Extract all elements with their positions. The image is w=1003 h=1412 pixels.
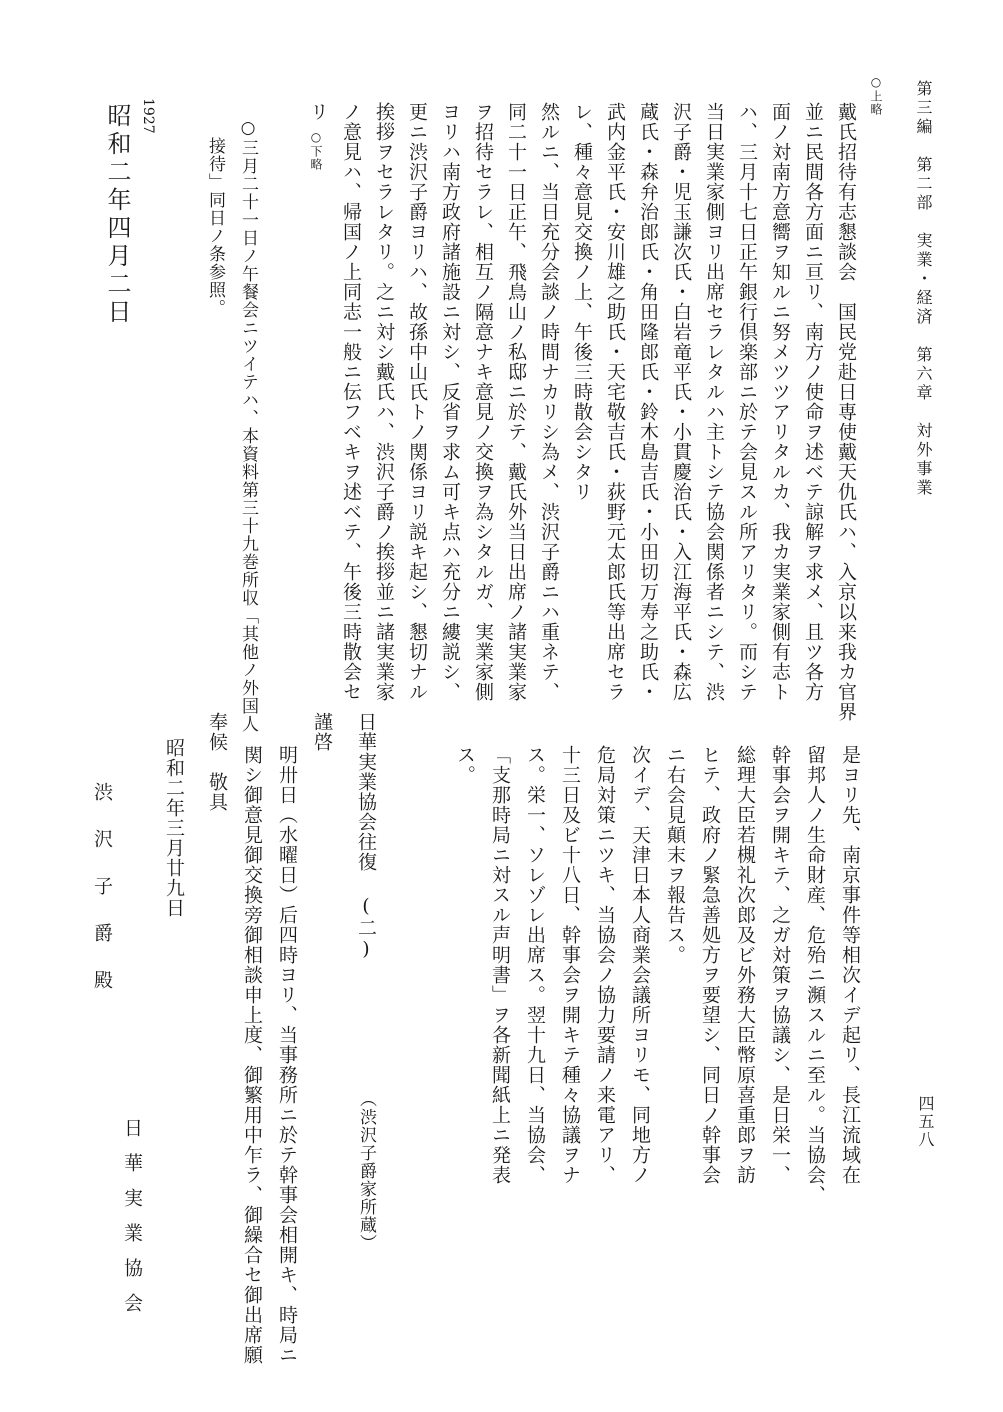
page-number: 四五八 — [916, 1095, 935, 1149]
editorial-note: 接待」同日ノ条参照。 — [205, 137, 225, 317]
omission-mark-bottom: ○下略 — [309, 130, 323, 171]
letter-recipient: 渋沢子爵殿 — [91, 782, 113, 1017]
source-holder: （渋沢子爵家所蔵） — [356, 1090, 376, 1252]
text-column: 幹事会ヲ開キテ、之ガ対策ヲ協議シ、是日栄一、 — [769, 745, 791, 1185]
text-column: ノ意見ハ、帰国ノ上同志一般ニ伝フベキヲ述ベテ、午後三時散会セ — [340, 102, 362, 702]
letter-body-line: 関シ御意見御交換旁御相談申上度、御繁用中乍ラ、御繰合セ御出席願 — [241, 745, 263, 1365]
text-column: 是ヨリ先、南京事件等相次イデ起リ、長江流域在 — [839, 745, 861, 1185]
text-column: 蔵氏・森弁治郎氏・角田隆郎氏・鈴木島吉氏・小田切万寿之助氏・ — [637, 102, 659, 702]
running-title: 第三編 第二部 実業・経済 第六章 対外事業 — [914, 80, 933, 498]
text-column: 留邦人ノ生命財産、危殆ニ瀕スルニ至ル。当協会、 — [804, 745, 826, 1205]
letter-date: 昭和二年三月廿九日 — [163, 738, 185, 918]
letter-sender: 日華実業協会 — [121, 1118, 143, 1328]
text-column: 総理大臣若槻礼次郎及ビ外務大臣幣原喜重郎ヲ訪 — [734, 745, 756, 1185]
text-column: 「支那時局ニ対スル声明書」ヲ各新聞紙上ニ発表 — [489, 745, 511, 1185]
text-column: ヲ招待セラレ、相互ノ隔意ナキ意見ノ交換ヲ為シタルガ、実業家側 — [472, 102, 494, 702]
text-column: 沢子爵・児玉謙次氏・白岩竜平氏・小貫慶治氏・入江海平氏・森広 — [670, 102, 692, 702]
text-column: ヒテ、政府ノ緊急善処方ヲ要望シ、同日ノ幹事会 — [699, 745, 721, 1185]
letter-body-line: 明卅日（水曜日）后四時ヨリ、当事務所ニ於テ幹事会相開キ、時局ニ — [276, 745, 298, 1365]
text-column: ハ、三月十七日正午銀行倶楽部ニ於テ会見スル所アリタリ。而シテ — [736, 102, 758, 702]
text-column: 面ノ対南方意嚮ヲ知ルニ努メツツアリタルカ、我カ実業家側有志ト — [769, 102, 791, 702]
text-column: 危局対策ニツキ、当協会ノ協力要請ノ来電アリ、 — [594, 745, 616, 1185]
text-column: ス。栄一、ソレゾレ出席ス。翌十九日、当協会、 — [524, 745, 546, 1185]
text-column: ス。 — [454, 745, 476, 785]
text-column: 更ニ渋沢子爵ヨリハ、故孫中山氏トノ関係ヨリ説キ起シ、懇切ナル — [406, 102, 428, 702]
text-column: 然ルニ、当日充分会談ノ時間ナカリシ為メ、渋沢子爵ニハ重ネテ、 — [538, 102, 560, 702]
text-column: 同二十一日正午、飛鳥山ノ私邸ニ於テ、戴氏外当日出席ノ諸実業家 — [505, 102, 527, 702]
text-column-end: リ — [307, 102, 329, 122]
text-column: ニ右会見顛末ヲ報告ス。 — [664, 745, 686, 965]
text-column: レ、種々意見交換ノ上、午後三時散会シタリ — [571, 102, 593, 502]
text-column: 十三日及ビ十八日、幹事会ヲ開キテ種々協議ヲナ — [559, 745, 581, 1185]
text-column: 戴氏招待有志懇談会 国民党赴日専使戴天仇氏ハ、入京以来我カ官界 — [835, 102, 857, 722]
date-heading: 昭和二年四月二日 — [103, 103, 131, 327]
omission-mark-top: ○上略 — [869, 75, 883, 116]
text-column: ヨリハ南方政府諸施設ニ対シ、反省ヲ求ム可キ点ハ充分ニ縷説シ、 — [439, 102, 461, 702]
text-column: 並ニ民間各方面ニ亘リ、南方ノ使命ヲ述ベテ諒解ヲ求メ、且ツ各方 — [802, 102, 824, 702]
letter-body-line: 奉候 敬具 — [206, 712, 228, 812]
letter-opening: 謹啓 — [311, 712, 333, 752]
text-column: 挨拶ヲセラレタリ。之ニ対シ戴氏ハ、渋沢子爵ノ挨拶並ニ諸実業家 — [373, 102, 395, 702]
year-label: 1927 — [140, 98, 156, 134]
editorial-note: ○三月二十一日ノ午餐会ニツイテハ、本資料第三十九巻所収「其他ノ外国人 — [238, 118, 258, 733]
text-column: 武内金平氏・安川雄之助氏・天宅敬吉氏・荻野元太郎氏等出席セラ — [604, 102, 626, 702]
source-title: 日華実業協会往復 (二) — [355, 712, 377, 961]
text-column: 次イデ、天津日本人商業会議所ヨリモ、同地方ノ — [629, 745, 651, 1185]
text-column: 当日実業家側ヨリ出席セラレタルハ主トシテ協会関係者ニシテ、渋 — [703, 102, 725, 702]
